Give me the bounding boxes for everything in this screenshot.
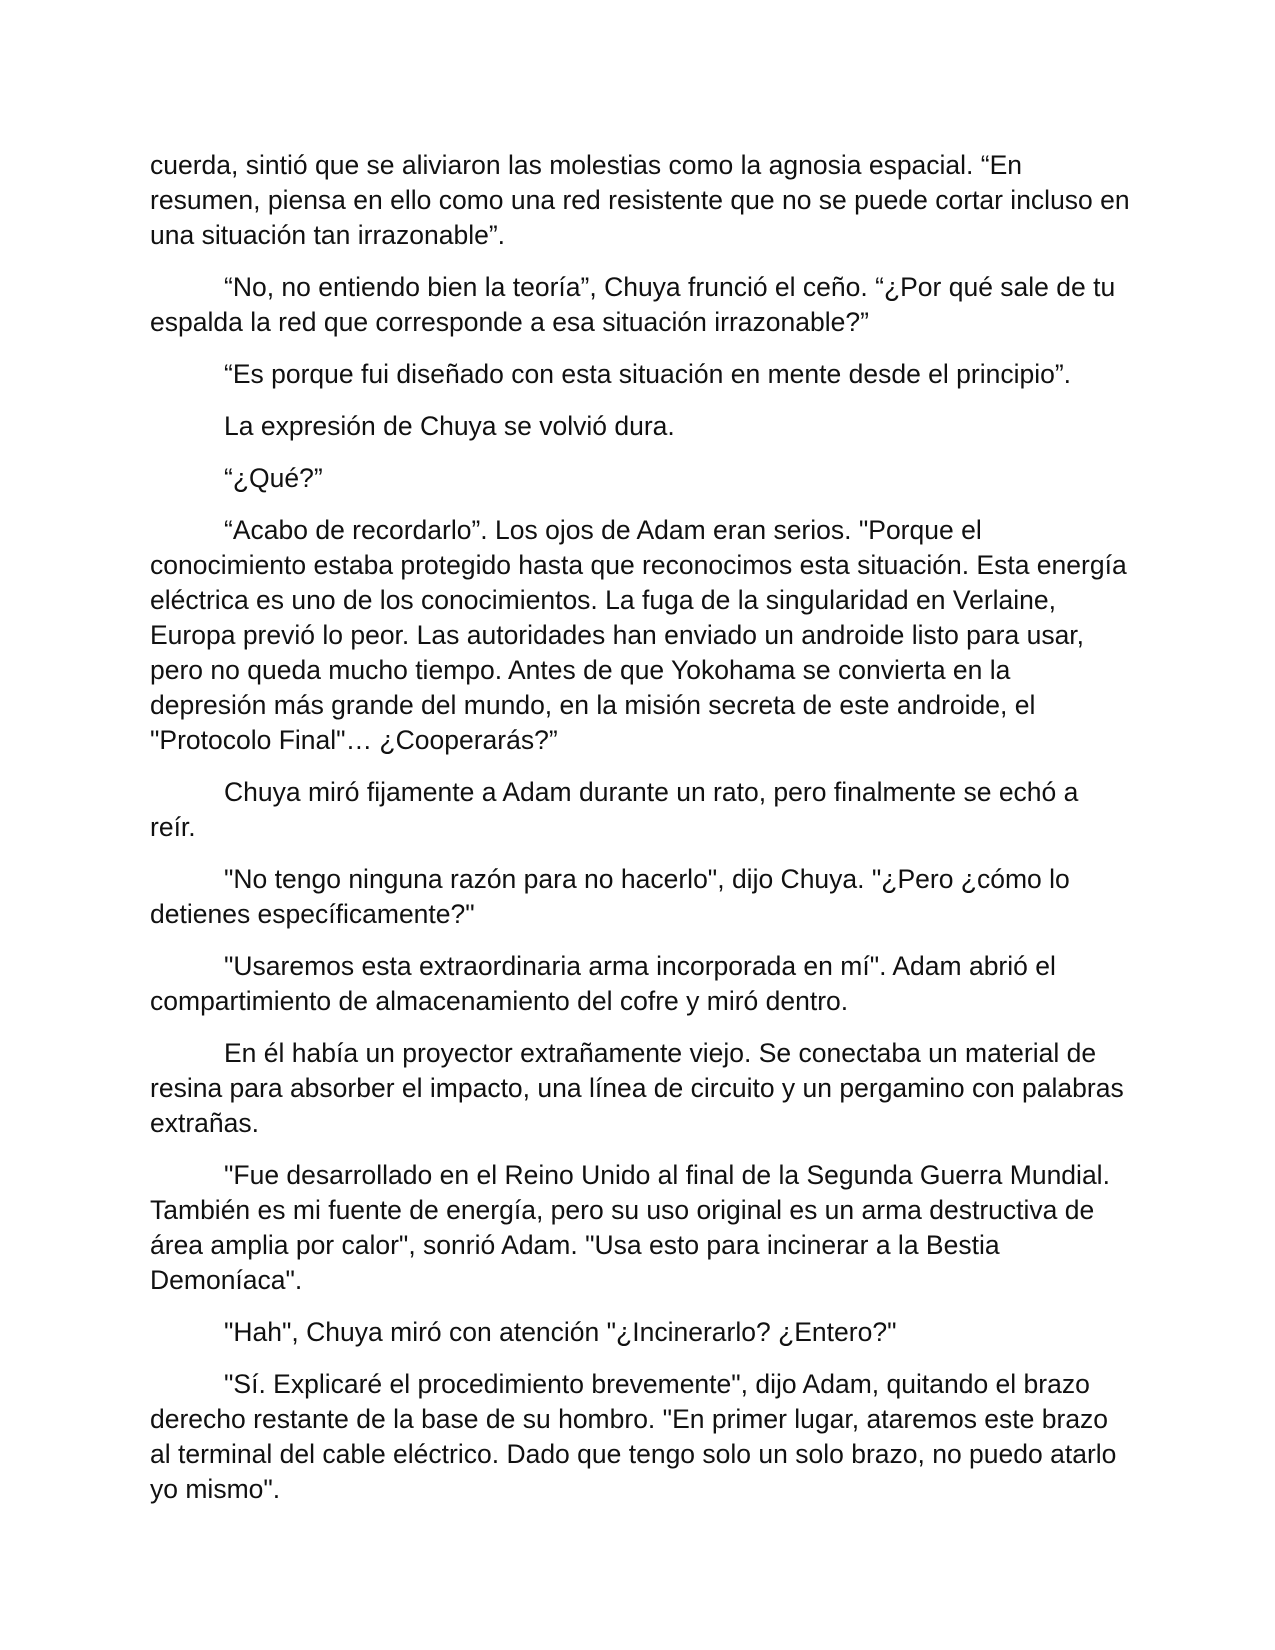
paragraph: En él había un proyector extrañamente viejo. Se conectaba un material de resina para absorber el impacto, una línea de circuito y un pergamino con palabras extrañas. (150, 1038, 1124, 1138)
paragraph: Chuya miró fijamente a Adam durante un rato, pero finalmente se echó a reír. (150, 777, 1079, 842)
paragraph: "Hah", Chuya miró con atención "¿Incinerarlo? ¿Entero?" (224, 1317, 897, 1347)
paragraph: “Es porque fui diseñado con esta situación en mente desde el principio”. (224, 359, 1072, 389)
paragraph: “No, no entiendo bien la teoría”, Chuya frunció el ceño. “¿Por qué sale de tu espalda la red que corresponde a esa situación irrazonable?” (150, 272, 1116, 337)
paragraph: “Acabo de recordarlo”. Los ojos de Adam eran serios. "Porque el conocimiento estaba protegido hasta que reconocimos esta situación. Esta energía eléctrica es uno de los conocimientos. La fuga de la singularidad en Verlaine, Europa previó lo peor. Las autoridades han enviado un androide listo para usar, pero no queda mucho tiempo. Antes de que Yokohama se convierta en la depresión más grande del mundo, en la misión secreta de este androide, el "Protocolo Final"… ¿Cooperarás?” (150, 515, 1127, 755)
paragraph: "No tengo ninguna razón para no hacerlo", dijo Chuya. "¿Pero ¿cómo lo detienes específicamente?" (150, 864, 1070, 929)
document-body (150, 148, 1130, 1524)
paragraph-continuation: cuerda, sintió que se aliviaron las molestias como la agnosia espacial. “En resumen, piensa en ello como una red resistente que no se puede cortar incluso en una situación tan irrazonable”. (150, 150, 1130, 250)
paragraph: "Sí. Explicaré el procedimiento brevemente", dijo Adam, quitando el brazo derecho restante de la base de su hombro. "En primer lugar, ataremos este brazo al terminal del cable eléctrico. Dado que tengo solo un solo brazo, no puedo atarlo yo mismo". (150, 1369, 1117, 1504)
paragraph: “¿Qué?” (224, 463, 323, 493)
paragraph: La expresión de Chuya se volvió dura. (224, 411, 675, 441)
paragraph: "Usaremos esta extraordinaria arma incorporada en mí". Adam abrió el compartimiento de almacenamiento del cofre y miró dentro. (150, 951, 1056, 1016)
paragraph: "Fue desarrollado en el Reino Unido al final de la Segunda Guerra Mundial. También es mi fuente de energía, pero su uso original es un arma destructiva de área amplia por calor", sonrió Adam. "Usa esto para incinerar a la Bestia Demoníaca". (150, 1160, 1110, 1295)
